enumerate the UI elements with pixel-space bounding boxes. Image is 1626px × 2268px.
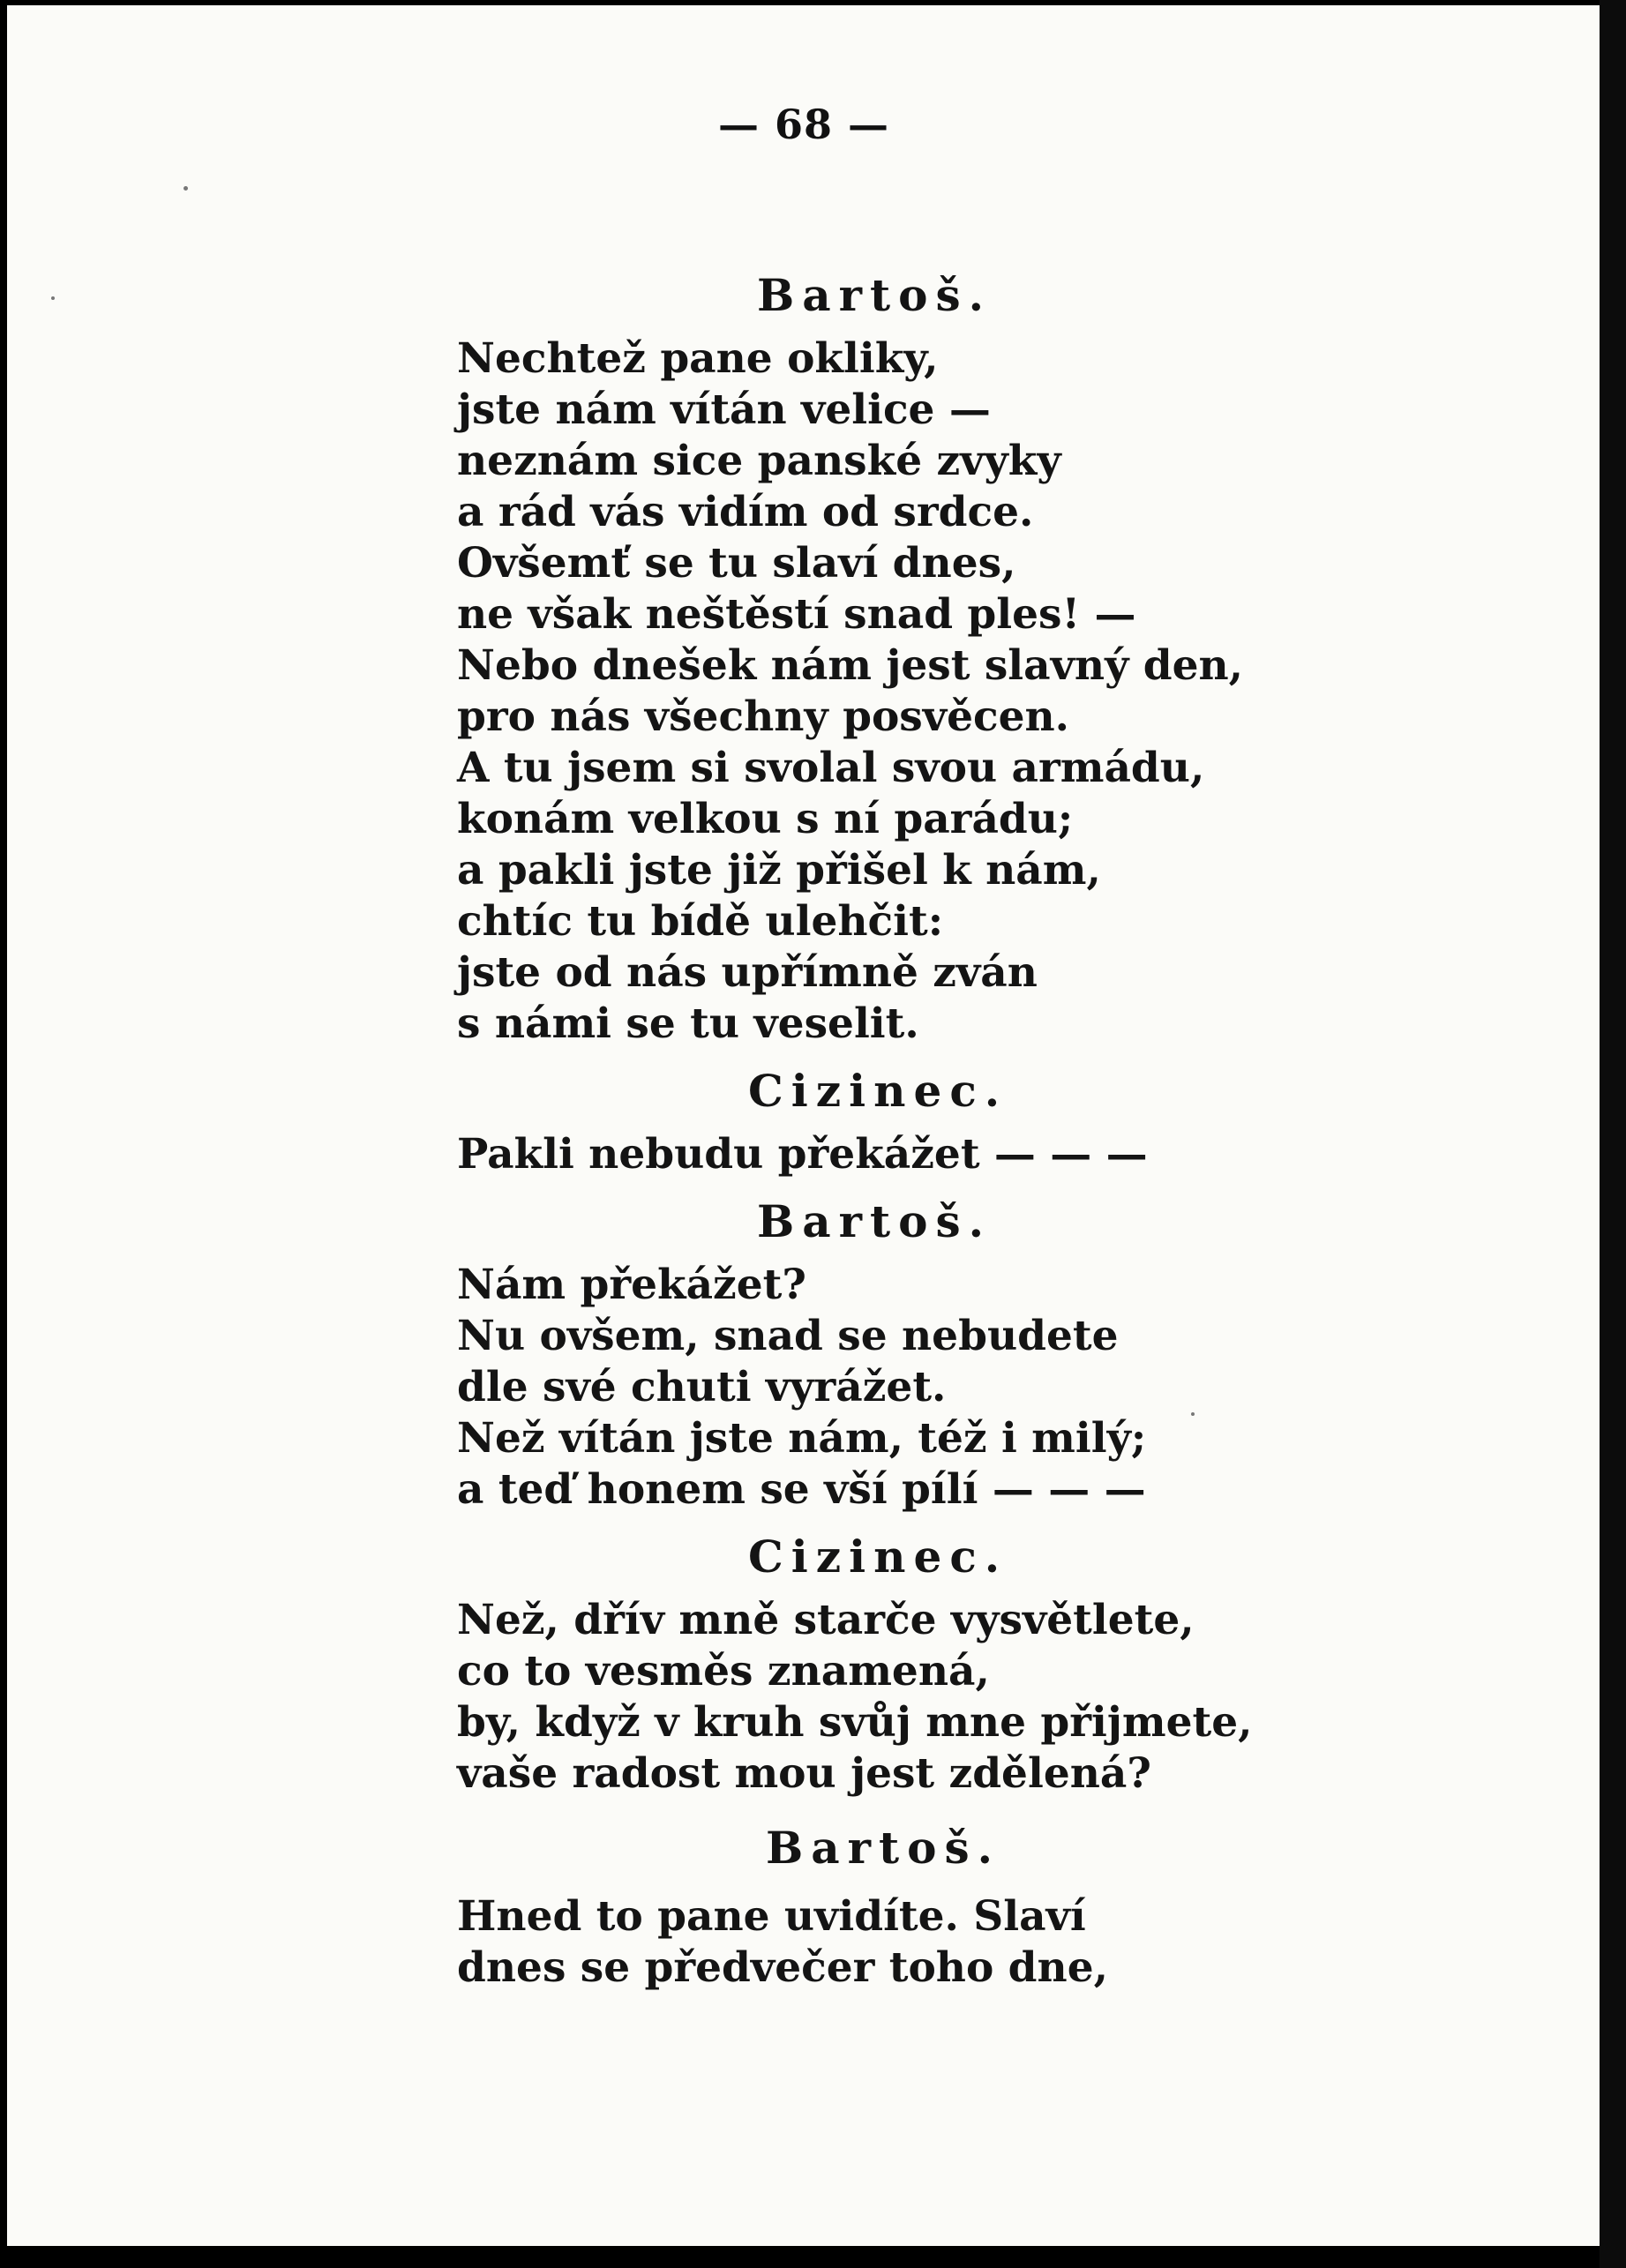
verse-line: Nechtež pane okliky, — [457, 334, 939, 383]
speaker-name: Cizinec. — [748, 1531, 1008, 1583]
scan-border — [1600, 0, 1626, 2268]
speech-block — [457, 1823, 1339, 1994]
verse-line: co to vesměs znamená, — [457, 1647, 990, 1695]
verse-line: Než, dřív mně starče vysvětlete, — [457, 1596, 1195, 1644]
speaker-name: Bartoš. — [757, 269, 993, 321]
verse-line: A tu jsem si svolal svou armádu, — [457, 744, 1205, 792]
verse-line: vaše radost mou jest zdělená? — [457, 1749, 1151, 1798]
verse-line: chtíc tu bídě ulehčit: — [457, 897, 944, 946]
verse-line: a rád vás vidím od srdce. — [457, 488, 1034, 536]
book-page — [7, 5, 1600, 2246]
verse-line: neznám sice panské zvyky — [457, 437, 1061, 485]
paper-speck — [51, 296, 55, 300]
verse-line: jste od nás upřímně zván — [457, 948, 1038, 997]
paper-speck — [1191, 1412, 1195, 1416]
verse-line: Nebo dnešek nám jest slavný den, — [457, 641, 1244, 690]
verse-line: Hned to pane uvidíte. Slaví — [457, 1892, 1086, 1941]
verse-line: Ovšemť se tu slaví dnes, — [457, 539, 1016, 588]
speech-block — [457, 1196, 1339, 1516]
verse-line: konám velkou s ní parádu; — [457, 795, 1074, 843]
verse-line: Pakli nebudu překážet — — — — [457, 1130, 1148, 1179]
speech-block — [457, 1531, 1339, 1800]
verse-line: by, když v kruh svůj mne přijmete, — [457, 1698, 1253, 1747]
verse-line: Než vítán jste nám, též i milý; — [457, 1414, 1147, 1463]
verse-line: Nu ovšem, snad se nebudete — [457, 1312, 1119, 1360]
verse-line: a teď honem se vší pílí — — — — [457, 1465, 1146, 1514]
verse-line: pro nás všechny posvěcen. — [457, 692, 1070, 741]
verse-line: ne však neštěstí snad ples! — — [457, 590, 1136, 639]
verse-line: Nám překážet? — [457, 1261, 806, 1309]
page-number: — 68 — — [717, 101, 890, 148]
verse-text — [457, 270, 1339, 1994]
verse-line: dnes se předvečer toho dne, — [457, 1943, 1108, 1992]
speaker-name: Bartoš. — [766, 1822, 1001, 1874]
verse-line: a pakli jste již přišel k nám, — [457, 846, 1101, 894]
speech-block — [457, 1066, 1339, 1180]
paper-speck — [184, 186, 188, 191]
verse-line: s námi se tu veselit. — [457, 999, 919, 1048]
speaker-name: Cizinec. — [748, 1065, 1008, 1117]
speaker-name: Bartoš. — [757, 1195, 993, 1247]
verse-line: dle své chuti vyrážet. — [457, 1363, 947, 1411]
verse-line: jste nám vítán velice — — [457, 385, 991, 434]
speech-block — [457, 270, 1339, 1050]
